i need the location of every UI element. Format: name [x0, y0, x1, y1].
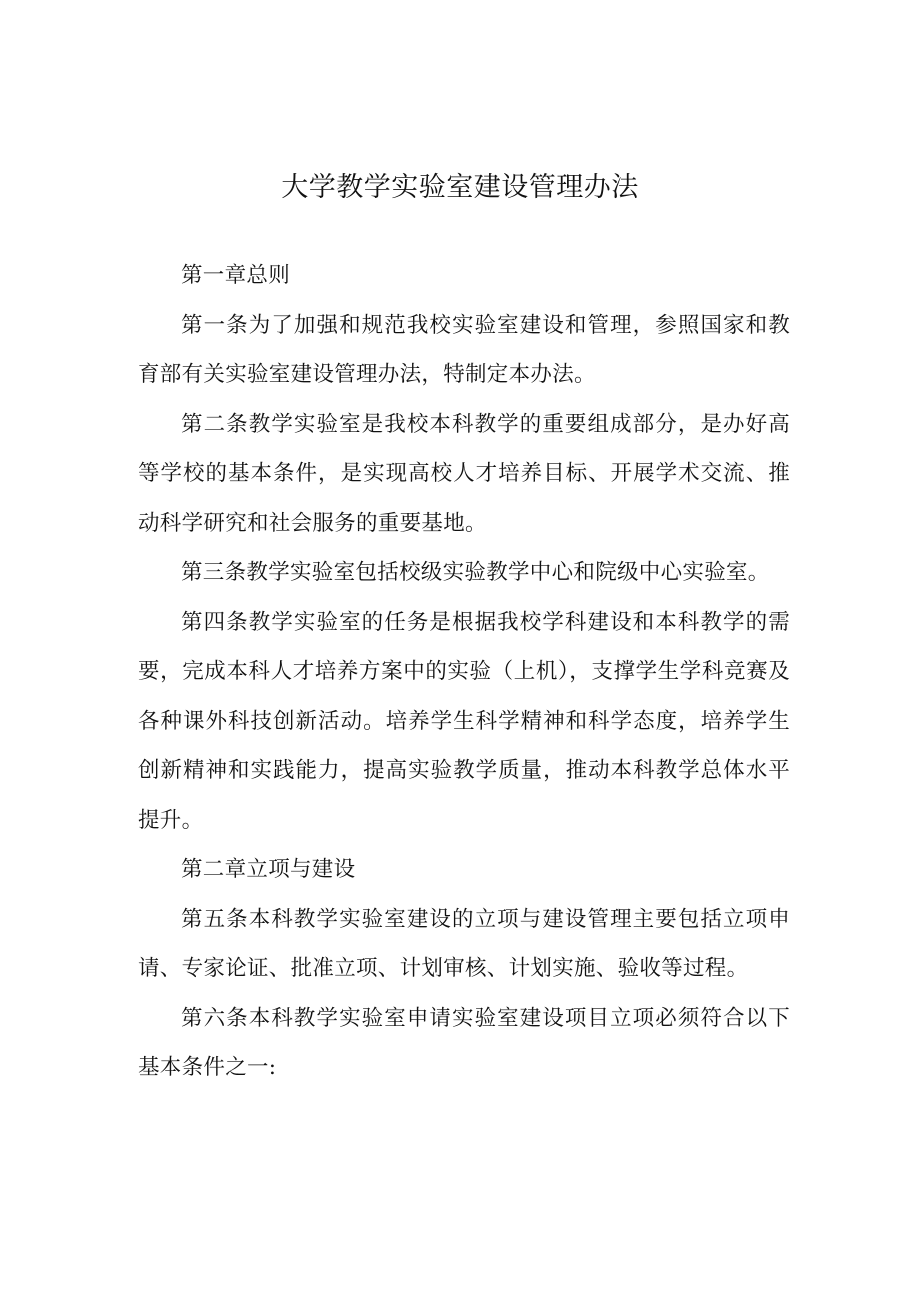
article-3: 第三条教学实验室包括校级实验教学中心和院级中心实验室。 — [181, 560, 770, 585]
article-6: 第六条本科教学实验室申请实验室建设项目立项必须符合以下基本条件之一: — [138, 1005, 790, 1080]
article-2: 第二条教学实验室是我校本科教学的重要组成部分，是办好高等学校的基本条件，是实现高校人才培养目标、开展学术交流、推动科学研究和社会服务的重要基地。 — [138, 411, 790, 536]
document-title: 大学教学实验室建设管理办法 — [281, 172, 639, 203]
article-5: 第五条本科教学实验室建设的立项与建设管理主要包括立项申请、专家论证、批准立项、计划审核、计划实施、验收等过程。 — [138, 906, 790, 981]
article-4: 第四条教学实验室的任务是根据我校学科建设和本科教学的需要，完成本科人才培养方案中的实验（上机），支撑学生学科竞赛及各种课外科技创新活动。培养学生科学精神和科学态度，培养学生创新精神和实践能力，提高实验教学质量，推动本科教学总体水平提升。 — [138, 609, 790, 833]
chapter-heading-2: 第二章立项与建设 — [181, 857, 356, 882]
article-1: 第一条为了加强和规范我校实验室建设和管理，参照国家和教育部有关实验室建设管理办法，特制定本办法。 — [138, 312, 790, 387]
chapter-heading-1: 第一章总则 — [181, 263, 291, 288]
document-body — [138, 251, 790, 1093]
